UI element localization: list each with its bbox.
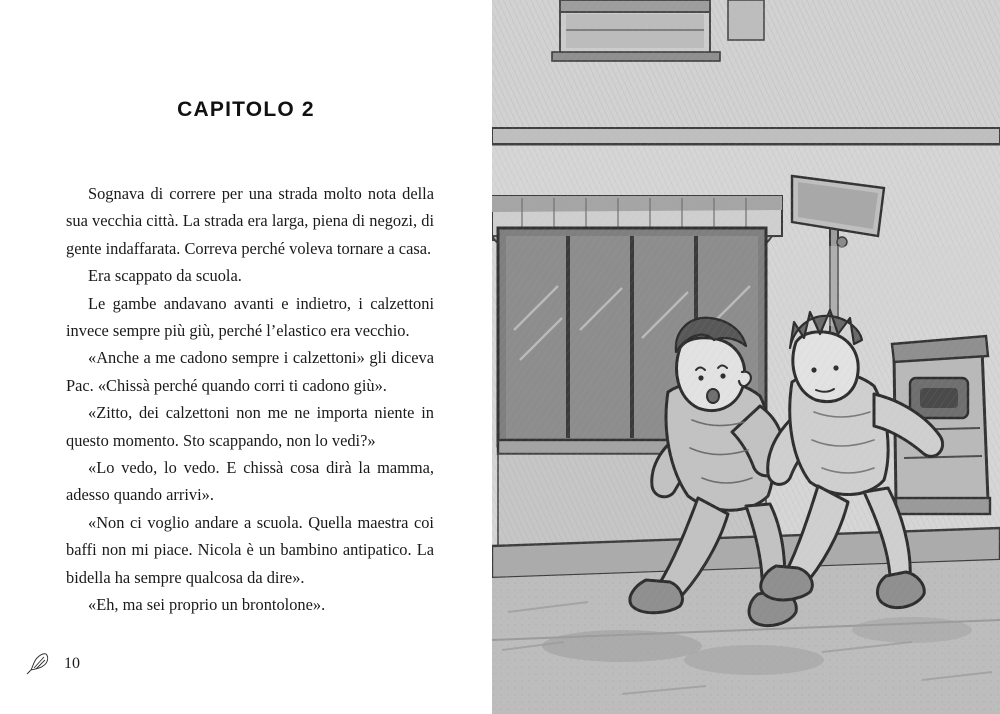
paragraph: Sognava di correre per una strada molto nota della sua vecchia città. La strada era larga, piena di negozi, di gente indaffarata. Correva perché voleva tornare a casa.	[66, 184, 434, 258]
two-boys-running-street-illustration	[492, 0, 1000, 714]
paragraph: «Lo vedo, lo vedo. E chissà cosa dirà la mamma, adesso quando arrivi».	[66, 458, 434, 505]
page-number: 10	[64, 655, 80, 672]
paragraph: «Non ci voglio andare a scuola. Quella maestra coi baffi non mi piace. Nicola è un bambino antipatico. La bidella ha sempre qualcosa da dire».	[66, 512, 434, 587]
feather-quill-icon	[26, 648, 54, 676]
paragraph: «Anche a me cadono sempre i calzettoni» gli diceva Pac. «Chissà perché quando corri ti cadono giù».	[66, 348, 434, 395]
paragraph: «Zitto, dei calzettoni non me ne importa niente in questo momento. Sto scappando, non lo vedi?»	[66, 403, 434, 450]
illustration-page	[492, 0, 1000, 714]
paragraph: Era scappato da scuola.	[88, 266, 242, 286]
page-title: CAPITOLO 2	[177, 98, 315, 121]
text-page	[0, 0, 492, 714]
body-text	[66, 180, 434, 619]
paragraph: «Eh, ma sei proprio un brontolone».	[88, 595, 326, 615]
paragraph: Le gambe andavano avanti e indietro, i calzettoni invece sempre più giù, perché l’elastico era vecchio.	[66, 293, 434, 341]
